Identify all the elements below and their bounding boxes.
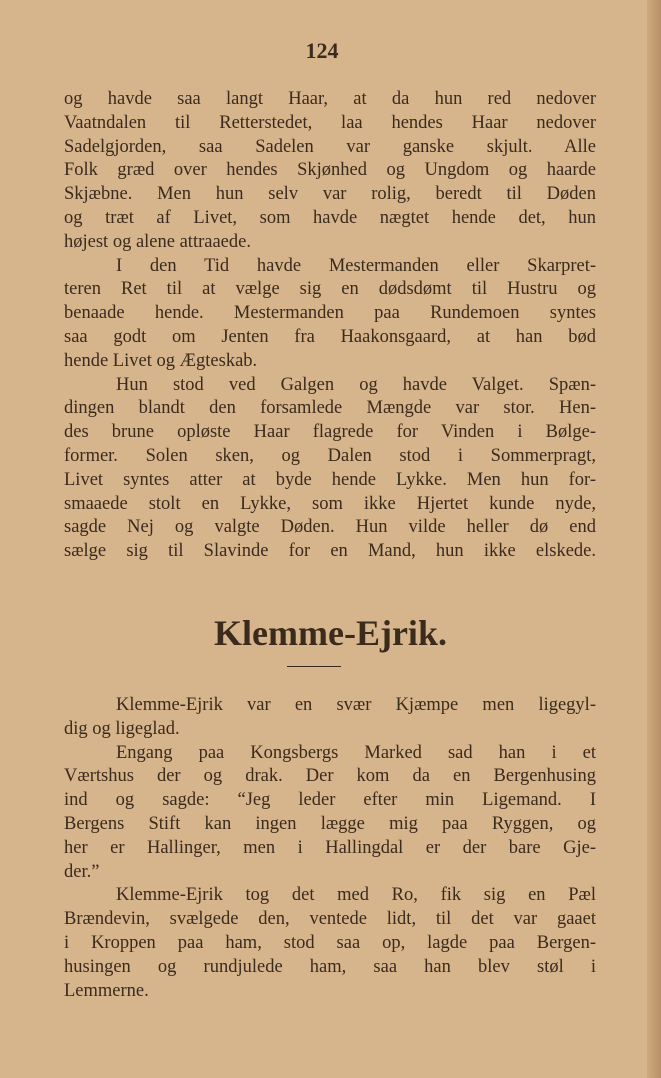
page-number: 124	[305, 38, 339, 63]
text-line: Værtshus der og drak. Der kom da en Bergenhusing	[64, 766, 596, 787]
text-line: Skjæbne. Men hun selv var rolig, beredt til Døden	[64, 184, 596, 205]
text-line: smaaede stolt en Lykke, som ikke Hjertet kunde nyde,	[64, 493, 596, 514]
text-line: Engang paa Kongsbergs Marked sad han i et	[116, 742, 596, 763]
story-text-haakonsgaard	[64, 88, 596, 564]
text-line: der.”	[64, 861, 100, 882]
story-text-klemme-ejrik	[64, 694, 596, 1003]
text-line: sælge sig til Slavinde for en Mand, hun ikke elskede.	[64, 541, 596, 562]
text-line: sagde Nej og valgte Døden. Hun vilde heller dø end	[64, 517, 596, 538]
text-line: benaade hende. Mestermanden paa Rundemoen syntes	[64, 303, 596, 324]
text-line: i Kroppen paa ham, stod saa op, lagde paa Bergen-	[64, 932, 596, 953]
text-line: saa godt om Jenten fra Haakonsgaard, at han bød	[64, 326, 596, 347]
section-title: Klemme-Ejrik.	[214, 613, 447, 653]
text-line: des brune opløste Haar flagrede for Vinden i Bølge-	[64, 422, 596, 443]
text-line: teren Ret til at vælge sig en dødsdømt til Hustru og	[64, 279, 596, 300]
text-line: hende Livet og Ægteskab.	[64, 350, 258, 371]
text-line: højest og alene attraaede.	[64, 231, 251, 252]
page-edge	[647, 0, 661, 1078]
text-line: Klemme-Ejrik var en svær Kjæmpe men ligegyl-	[116, 695, 596, 715]
text-line: Livet syntes atter at byde hende Lykke. Men hun for-	[64, 469, 596, 490]
text-line: og træt af Livet, som havde nægtet hende det, hun	[64, 207, 596, 228]
text-line: dig og ligeglad.	[64, 718, 180, 739]
text-line: I den Tid havde Mestermanden eller Skarpret-	[116, 255, 596, 276]
text-line: husingen og rundjulede ham, saa han blev støl i	[64, 956, 596, 977]
text-line: Hun stod ved Galgen og havde Valget. Spæn-	[116, 374, 596, 395]
title-divider	[287, 666, 341, 667]
text-line: Bergens Stift kan ingen lægge mig paa Ryggen, og	[64, 813, 596, 834]
text-line: her er Hallinger, men i Hallingdal er der bare Gje-	[64, 837, 596, 858]
text-line: Vaatndalen til Retterstedet, laa hendes Haar nedover	[64, 112, 596, 133]
text-line: Klemme-Ejrik tog det med Ro, fik sig en Pæl	[116, 885, 596, 906]
text-line: dingen blandt den forsamlede Mængde var stor. Hen-	[64, 398, 596, 419]
text-line: Folk græd over hendes Skjønhed og Ungdom og haarde	[64, 160, 596, 181]
text-line: Sadelgjorden, saa Sadelen var ganske skjult. Alle	[64, 136, 596, 157]
text-line: ind og sagde: “Jeg leder efter min Ligemand. I	[64, 790, 596, 811]
text-line: former. Solen sken, og Dalen stod i Sommerpragt,	[64, 445, 596, 466]
text-line: Brændevin, svælgede den, ventede lidt, til det var gaaet	[64, 909, 596, 930]
text-line: Lemmerne.	[64, 980, 149, 1001]
text-line: og havde saa langt Haar, at da hun red nedover	[64, 89, 596, 109]
